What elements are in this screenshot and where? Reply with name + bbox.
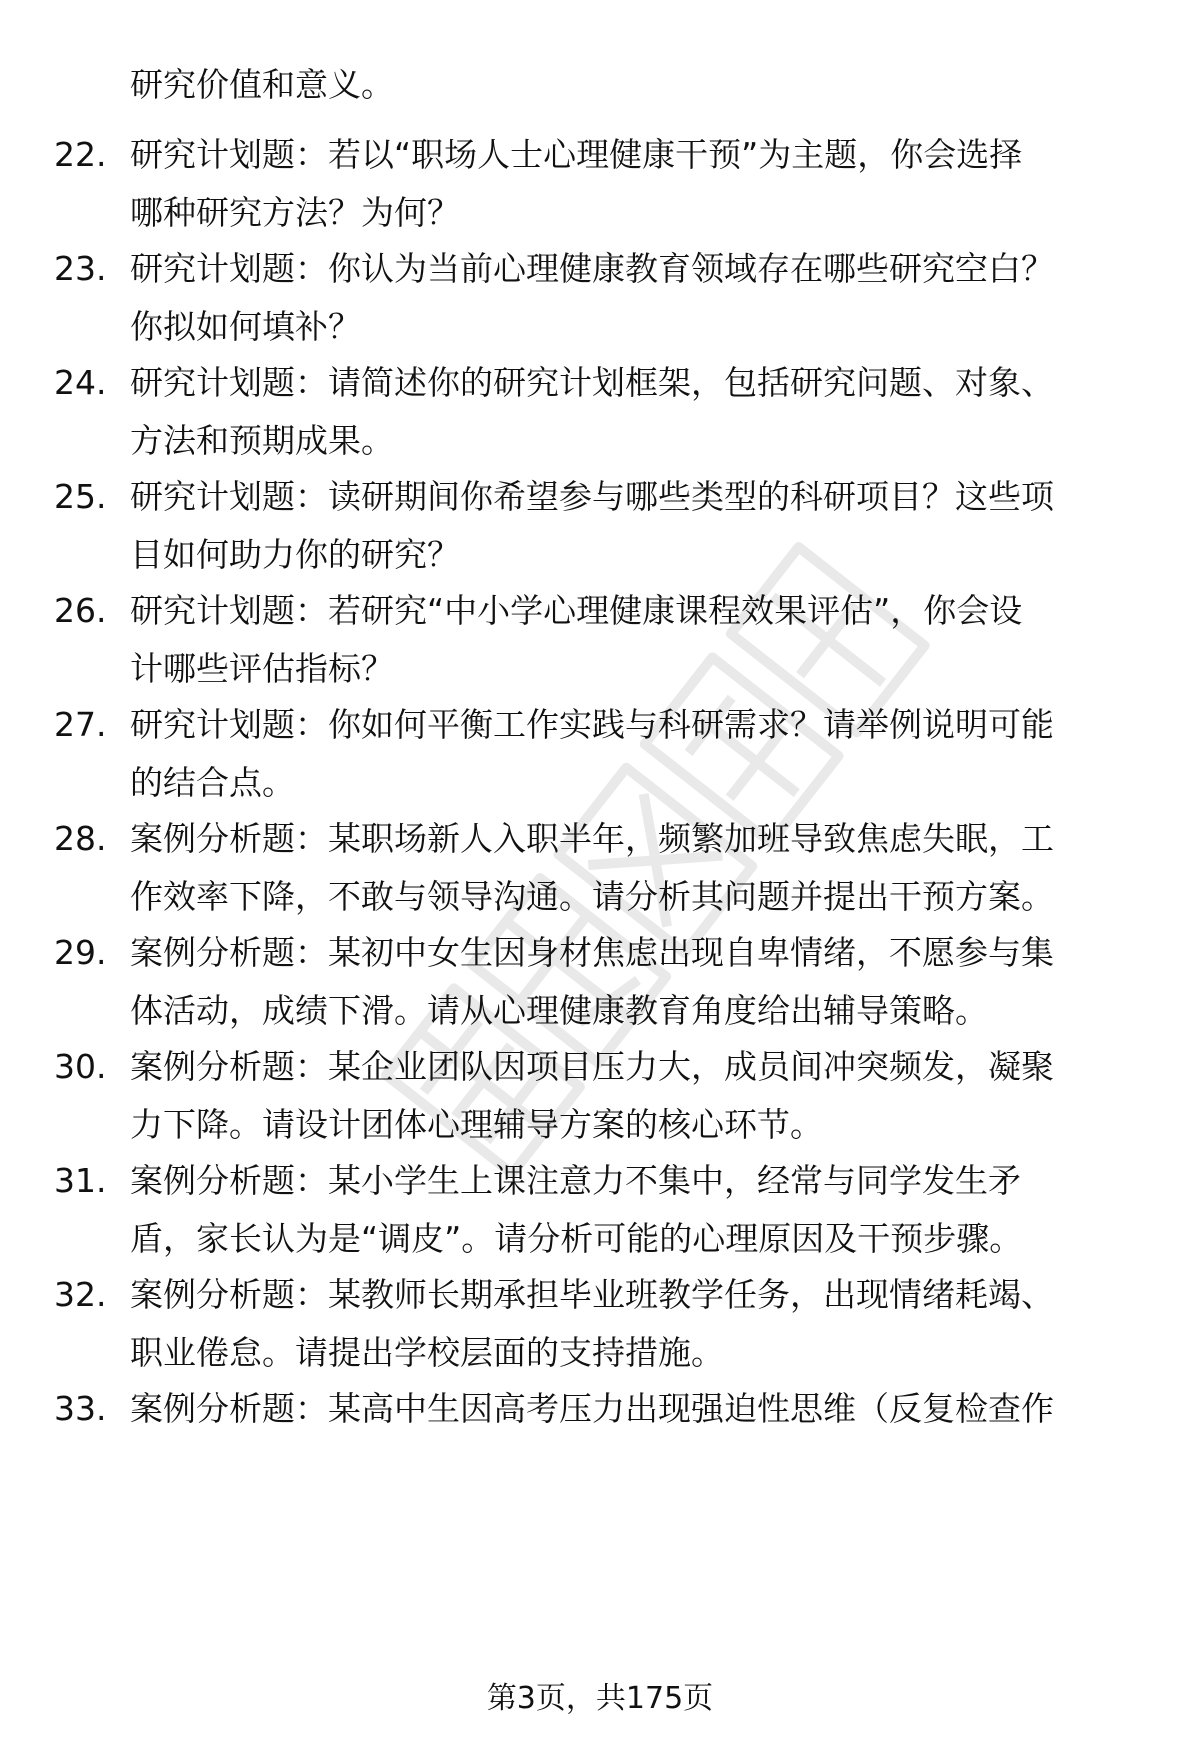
question-line: 案例分析题：某职场新人入职半年，频繁加班导致焦虑失眠，工 [130, 819, 1054, 858]
question-text [130, 126, 1150, 242]
question-line: 案例分析题：某小学生上课注意力不集中，经常与同学发生矛 [130, 1161, 1021, 1200]
question-line: 盾，家长认为是“调皮”。请分析可能的心理原因及干预步骤。 [130, 1219, 1023, 1258]
question-number: 25. [54, 477, 107, 516]
question-line: 研究计划题：若研究“中小学心理健康课程效果评估”，你会设 [130, 591, 1023, 630]
question-line: 职业倦怠。请提出学校层面的支持措施。 [130, 1333, 724, 1372]
question-line: 研究计划题：读研期间你希望参与哪些类型的科研项目？这些项 [130, 477, 1054, 516]
question-number: 22. [54, 135, 107, 174]
question-text [130, 1380, 1150, 1438]
question-line: 案例分析题：某企业团队因项目压力大，成员间冲突频发，凝聚 [130, 1047, 1054, 1086]
question-number: 31. [54, 1161, 107, 1200]
question-line: 案例分析题：某初中女生因身材焦虑出现自卑情绪，不愿参与集 [130, 933, 1054, 972]
question-line: 作效率下降，不敢与领导沟通。请分析其问题并提出干预方案。 [130, 877, 1054, 916]
question-number: 24. [54, 363, 107, 402]
question-line: 目如何助力你的研究？ [130, 535, 460, 574]
question-line: 方法和预期成果。 [130, 421, 394, 460]
question-line: 哪种研究方法？为何？ [130, 193, 460, 232]
question-line: 研究计划题：若以“职场人士心理健康干预”为主题，你会选择 [130, 135, 1023, 174]
question-text [130, 1152, 1150, 1268]
question-text [130, 1038, 1150, 1154]
question-line: 计哪些评估指标？ [130, 649, 394, 688]
question-text [130, 810, 1150, 926]
question-line: 你拟如何填补？ [130, 307, 361, 346]
continued-text: 研究价值和意义。 [130, 65, 394, 104]
question-number: 33. [54, 1389, 107, 1428]
question-line: 案例分析题：某教师长期承担毕业班教学任务，出现情绪耗竭、 [130, 1275, 1054, 1314]
question-number: 30. [54, 1047, 107, 1086]
page-footer: 第3页，共175页 [486, 1681, 714, 1716]
question-text [130, 924, 1150, 1040]
question-text [130, 240, 1150, 356]
question-line: 力下降。请设计团体心理辅导方案的核心环节。 [130, 1105, 823, 1144]
question-line: 的结合点。 [130, 763, 295, 802]
question-number: 28. [54, 819, 107, 858]
question-text [130, 696, 1150, 812]
question-text [130, 1266, 1150, 1382]
question-line: 案例分析题：某高中生因高考压力出现强迫性思维（反复检查作 [130, 1389, 1054, 1428]
question-number: 26. [54, 591, 107, 630]
question-line: 研究计划题：请简述你的研究计划框架，包括研究问题、对象、 [130, 363, 1054, 402]
question-number: 29. [54, 933, 107, 972]
question-number: 23. [54, 249, 107, 288]
question-line: 体活动，成绩下滑。请从心理健康教育角度给出辅导策略。 [130, 991, 988, 1030]
question-line: 研究计划题：你如何平衡工作实践与科研需求？请举例说明可能 [130, 705, 1054, 744]
question-text [130, 468, 1150, 584]
question-number: 32. [54, 1275, 107, 1314]
question-text [130, 354, 1150, 470]
question-number: 27. [54, 705, 107, 744]
question-line: 研究计划题：你认为当前心理健康教育领域存在哪些研究空白？ [130, 249, 1054, 288]
question-text [130, 582, 1150, 698]
